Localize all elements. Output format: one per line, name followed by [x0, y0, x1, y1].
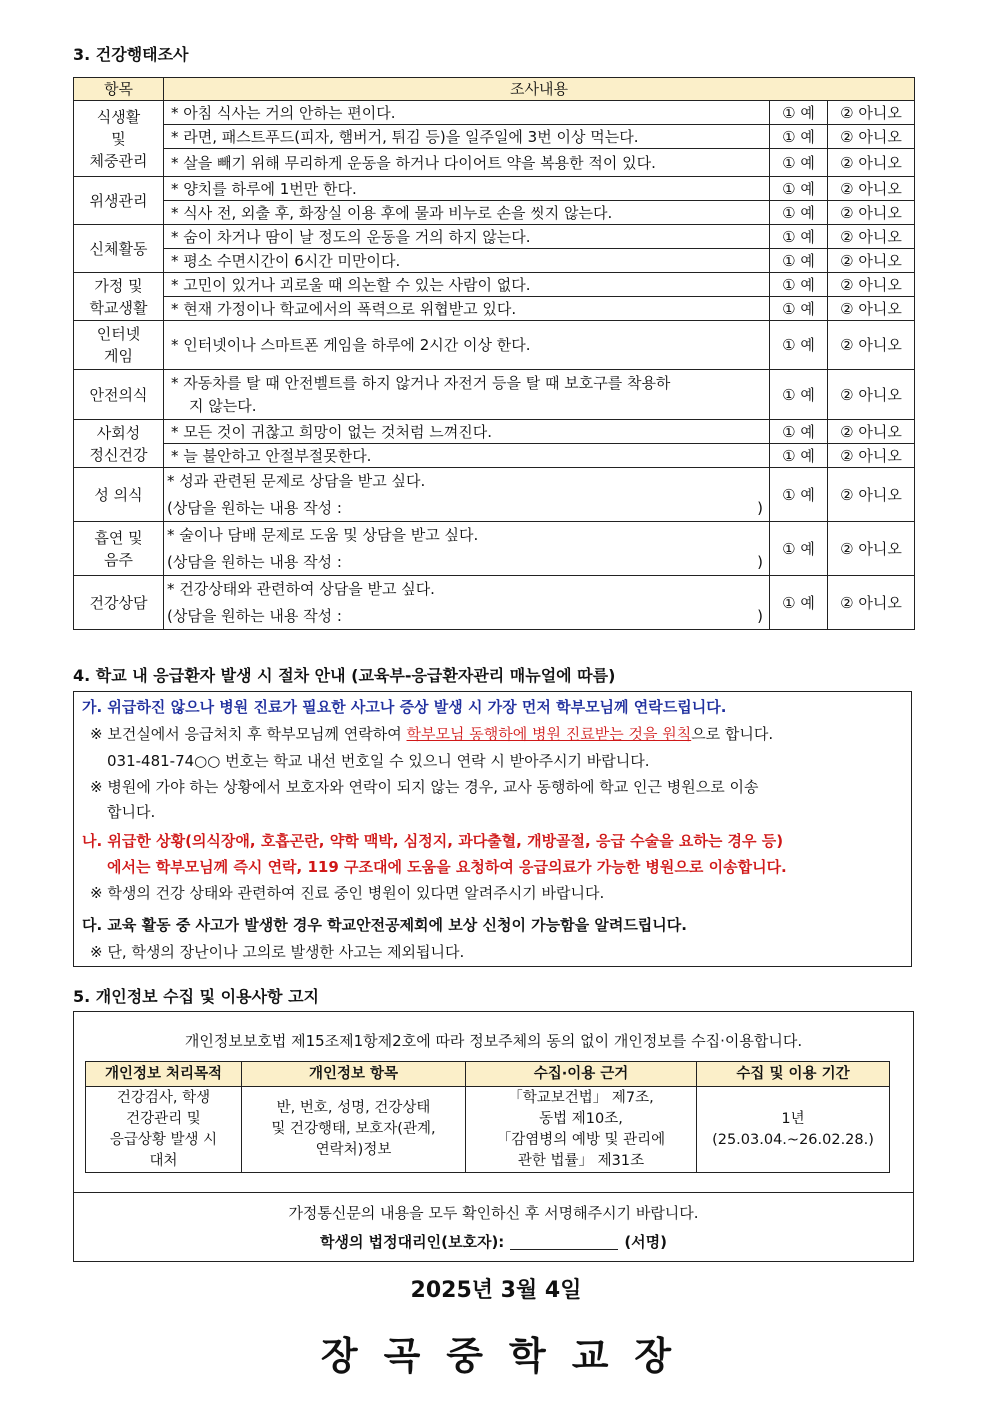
answer-yes[interactable]: ① 예 [770, 125, 828, 149]
question-text: * 자동차를 탈 때 안전벨트를 하지 않거나 자전거 등을 탈 때 보호구를 착용하 [171, 373, 671, 392]
survey-question: * 라면, 패스트푸드(피자, 햄버거, 튀김 등)을 일주일에 3번 이상 먹는다. [164, 125, 770, 149]
header-item: 항목 [74, 78, 164, 101]
survey-question: * 술이나 담배 문제로 도움 및 상담을 받고 싶다. (상담을 원하는 내용 작성 : ) [164, 522, 770, 576]
answer-yes[interactable]: ① 예 [770, 249, 828, 273]
principle-highlight: 학부모님 동행하에 병원 진료받는 것을 원칙 [406, 725, 692, 743]
step-na-line1: 나. 위급한 상황(의식장애, 호흡곤란, 약학 맥박, 심정지, 과다출혈, 개방골절, 응급 수술을 요하는 경우 등) [82, 832, 784, 850]
step-na-note: ※ 학생의 건강 상태와 관련하여 진료 중인 병원이 있다면 알려주시기 바랍니다. [90, 884, 605, 902]
privacy-header: 개인정보 처리목적 [86, 1062, 242, 1087]
step-ga-note3a: ※ 병원에 가야 하는 상황에서 보호자와 연락이 되지 않는 경우, 교사 동행하에 학교 인근 병원으로 이송 [90, 778, 759, 796]
signature-blank[interactable] [510, 1235, 618, 1250]
survey-category: 성 의식 [74, 468, 164, 522]
survey-category: 건강상담 [74, 576, 164, 630]
answer-yes[interactable]: ① 예 [770, 149, 828, 177]
survey-question: * 건강상태와 관련하여 상담을 받고 싶다. (상담을 원하는 내용 작성 : ) [164, 576, 770, 630]
privacy-header: 수집 및 이용 기간 [697, 1062, 890, 1087]
answer-yes[interactable]: ① 예 [770, 101, 828, 125]
survey-row [74, 177, 915, 201]
survey-row [74, 249, 915, 273]
survey-row [74, 225, 915, 249]
survey-question: * 늘 불안하고 안절부절못한다. [164, 444, 770, 468]
step-na-line2: 에서는 학부모님께 즉시 연락, 119 구조대에 도움을 요청하여 응급의료가 가능한 병원으로 이송합니다. [107, 858, 787, 876]
section4-title: 4. 학교 내 응급환자 발생 시 절차 안내 (교육부-응급환자관리 매뉴얼에 따름) [73, 666, 616, 685]
survey-row [74, 444, 915, 468]
step-ga: 가. 위급하진 않으나 병원 진료가 필요한 사고나 증상 발생 시 가장 먼저 학부모님께 연락드립니다. [82, 698, 727, 716]
privacy-header: 수집·이용 근거 [466, 1062, 697, 1087]
survey-row [74, 273, 915, 297]
privacy-table [85, 1061, 890, 1173]
privacy-cell: 반, 번호, 성명, 건강상태 및 건강행태, 보호자(관계, 연락처)정보 [242, 1087, 466, 1173]
answer-no[interactable]: ② 아니오 [828, 249, 915, 273]
survey-row [74, 125, 915, 149]
question-text: * 술이나 담배 문제로 도움 및 상담을 받고 싶다. [167, 526, 479, 544]
survey-question: * 살을 빼기 위해 무리하게 운동을 하거나 다이어트 약을 복용한 적이 있다. [164, 149, 770, 177]
privacy-cell: 1년 (25.03.04.~26.02.28.) [697, 1087, 890, 1173]
survey-category: 가정 및 학교생활 [74, 273, 164, 321]
header-content: 조사내용 [164, 78, 915, 101]
survey-row [74, 201, 915, 225]
divider [74, 1192, 913, 1193]
survey-category: 식생활 및 체중관리 [74, 101, 164, 177]
step-da: 다. 교육 활동 중 사고가 발생한 경우 학교안전공제회에 보상 신청이 가능함을 알려드립니다. [82, 916, 687, 934]
survey-row [74, 522, 915, 576]
section5-title: 5. 개인정보 수집 및 이용사항 고지 [73, 987, 319, 1006]
survey-category: 사회성 정신건강 [74, 420, 164, 468]
survey-row [74, 149, 915, 177]
survey-question: * 현재 가정이나 학교에서의 폭력으로 위협받고 있다. [164, 297, 770, 321]
answer-no[interactable]: ② 아니오 [828, 149, 915, 177]
survey-question: * 양치를 하루에 1번만 한다. [164, 177, 770, 201]
answer-no[interactable]: ② 아니오 [828, 444, 915, 468]
survey-row [74, 576, 915, 630]
answer-yes[interactable]: ① 예 [770, 420, 828, 444]
survey-question: * 식사 전, 외출 후, 화장실 이용 후에 물과 비누로 손을 씻지 않는다. [164, 201, 770, 225]
emergency-procedure-box [73, 691, 912, 967]
survey-question: * 모든 것이 귀찮고 희망이 없는 것처럼 느껴진다. [164, 420, 770, 444]
answer-yes[interactable]: ① 예 [770, 370, 828, 420]
survey-row [74, 321, 915, 370]
answer-yes[interactable]: ① 예 [770, 522, 828, 576]
answer-no[interactable]: ② 아니오 [828, 273, 915, 297]
step-da-note: ※ 단, 학생의 장난이나 고의로 발생한 사고는 제외됩니다. [90, 943, 465, 961]
question-text: * 건강상태와 관련하여 상담을 받고 싶다. [167, 580, 435, 598]
answer-yes[interactable]: ① 예 [770, 576, 828, 630]
step-ga-note2: 031-481-74○○ 번호는 학교 내선 번호일 수 있으니 연락 시 받아주시기 바랍니다. [107, 752, 650, 770]
answer-no[interactable]: ② 아니오 [828, 321, 915, 370]
survey-question: * 평소 수면시간이 6시간 미만이다. [164, 249, 770, 273]
survey-question: * 숨이 차거나 땀이 날 정도의 운동을 거의 하지 않는다. [164, 225, 770, 249]
section3-title: 3. 건강행태조사 [73, 45, 189, 64]
survey-row [74, 101, 915, 125]
answer-no[interactable]: ② 아니오 [828, 201, 915, 225]
step-ga-note1: ※ 보건실에서 응급처치 후 학부모님께 연락하여 학부모님 동행하에 병원 진료받는 것을 원칙으로 합니다. [90, 725, 774, 743]
answer-yes[interactable]: ① 예 [770, 273, 828, 297]
privacy-notice-box [73, 1011, 914, 1262]
signature-line: 학생의 법정대리인(보호자): (서명) [319, 1233, 668, 1251]
answer-no[interactable]: ② 아니오 [828, 576, 915, 630]
survey-question: * 자동차를 탈 때 안전벨트를 하지 않거나 자전거 등을 탈 때 보호구를 착용하 지 않는다. [164, 370, 770, 420]
privacy-cell: 건강검사, 학생 건강관리 및 응급상황 발생 시 대처 [86, 1087, 242, 1173]
survey-row [74, 420, 915, 444]
survey-question: * 고민이 있거나 괴로울 때 의논할 수 있는 사람이 없다. [164, 273, 770, 297]
survey-question: * 성과 관련된 문제로 상담을 받고 싶다. (상담을 원하는 내용 작성 : ) [164, 468, 770, 522]
health-behavior-table [73, 77, 915, 630]
answer-no[interactable]: ② 아니오 [828, 101, 915, 125]
answer-yes[interactable]: ① 예 [770, 444, 828, 468]
privacy-intro: 개인정보보호법 제15조제1항제2호에 따라 정보주체의 동의 없이 개인정보를 수집·이용합니다. [184, 1032, 803, 1050]
answer-no[interactable]: ② 아니오 [828, 420, 915, 444]
survey-category: 흡연 및 음주 [74, 522, 164, 576]
survey-row [74, 370, 915, 420]
step-ga-note3b: 합니다. [107, 803, 156, 821]
survey-question: * 아침 식사는 거의 안하는 편이다. [164, 101, 770, 125]
principal-signature: 장곡중학교장 [320, 1334, 698, 1378]
answer-yes[interactable]: ① 예 [770, 468, 828, 522]
question-text: * 성과 관련된 문제로 상담을 받고 싶다. [167, 472, 426, 490]
answer-no[interactable]: ② 아니오 [828, 177, 915, 201]
document-date: 2025년 3월 4일 [410, 1278, 582, 1303]
answer-yes[interactable]: ① 예 [770, 321, 828, 370]
answer-no[interactable]: ② 아니오 [828, 297, 915, 321]
survey-category: 안전의식 [74, 370, 164, 420]
answer-yes[interactable]: ① 예 [770, 201, 828, 225]
answer-no[interactable]: ② 아니오 [828, 522, 915, 576]
answer-yes[interactable]: ① 예 [770, 297, 828, 321]
answer-no[interactable]: ② 아니오 [828, 370, 915, 420]
survey-row [74, 297, 915, 321]
privacy-header: 개인정보 항목 [242, 1062, 466, 1087]
answer-yes[interactable]: ① 예 [770, 177, 828, 201]
privacy-cell: 「학교보건법」 제7조, 동법 제10조, 「감염병의 예방 및 관리에 관한 법률」 제31조 [466, 1087, 697, 1173]
survey-question: * 인터넷이나 스마트폰 게임을 하루에 2시간 이상 한다. [164, 321, 770, 370]
answer-yes[interactable]: ① 예 [770, 225, 828, 249]
survey-category: 신체활동 [74, 225, 164, 273]
confirm-text: 가정통신문의 내용을 모두 확인하신 후 서명해주시기 바랍니다. [288, 1204, 699, 1222]
survey-category: 인터넷 게임 [74, 321, 164, 370]
answer-no[interactable]: ② 아니오 [828, 125, 915, 149]
answer-no[interactable]: ② 아니오 [828, 225, 915, 249]
answer-no[interactable]: ② 아니오 [828, 468, 915, 522]
survey-row [74, 468, 915, 522]
survey-category: 위생관리 [74, 177, 164, 225]
